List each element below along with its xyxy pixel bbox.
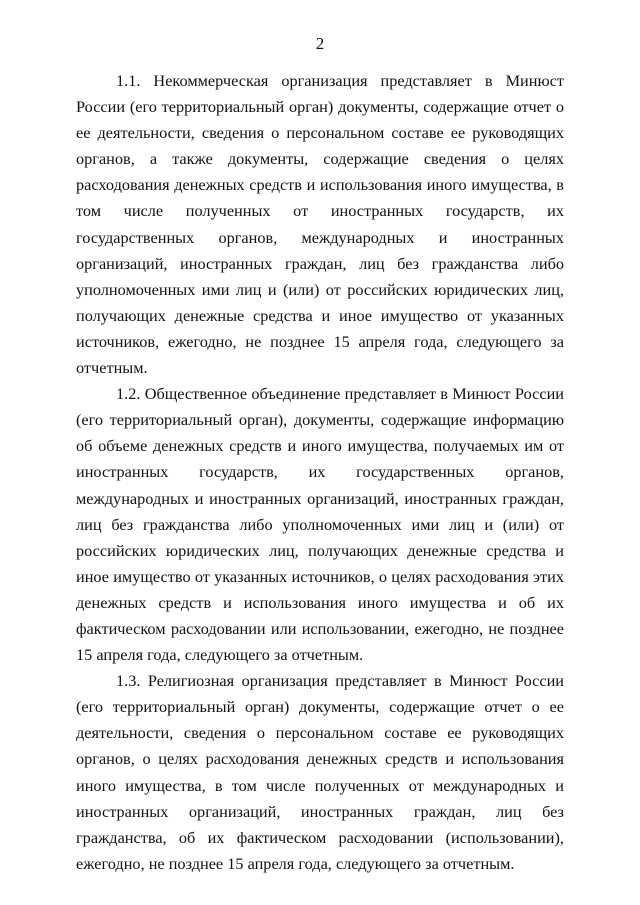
paragraph-1-1: 1.1. Некоммерческая организация представляет в Минюст России (его территориальный орган) документы, содержащие отчет о ее деятельности, сведения о персональном составе ее руководящих органов, а также документы, содержащие сведения о целях расходования денежных средств и использования иного имущества, в том числе полученных от иностранных государств, их государственных органов, международных и иностранных организаций, иностранных граждан, лиц без гражданства либо уполномоченных ими лиц и (или) от российских юридических лиц, получающих денежные средства и иное имущество от указанных источников, ежегодно, не позднее 15 апреля года, следующего за отчетным. <box>76 71 564 378</box>
paragraph-1-3: 1.3. Религиозная организация представляет в Минюст России (его территориальный орган) документы, содержащие отчет о ее деятельности, сведения о персональном составе ее руководящих органов, о целях расходования денежных средств и использования иного имущества, в том числе полученных от международных и иностранных организаций, иностранных граждан, лиц без гражданства, об их фактическом расходовании (использовании), ежегодно, не позднее 15 апреля года, следующего за отчетным. <box>76 671 564 873</box>
page-number: 2 <box>315 34 325 53</box>
document-body <box>76 68 564 877</box>
paragraph-1-2: 1.2. Общественное объединение представляет в Минюст России (его территориальный орган), документы, содержащие информацию об объеме денежных средств и иного имущества, получаемых им от иностранных государств, их государственных органов, международных и иностранных организаций, иностранных граждан, лиц без гражданства либо уполномоченных ими лиц и (или) от российских юридических лиц, получающих денежные средства и иное имущество от указанных источников, о целях расходования этих денежных средств и использования иного имущества и об их фактическом расходовании или использовании, ежегодно, не позднее 15 апреля года, следующего за отчетным. <box>76 384 564 665</box>
